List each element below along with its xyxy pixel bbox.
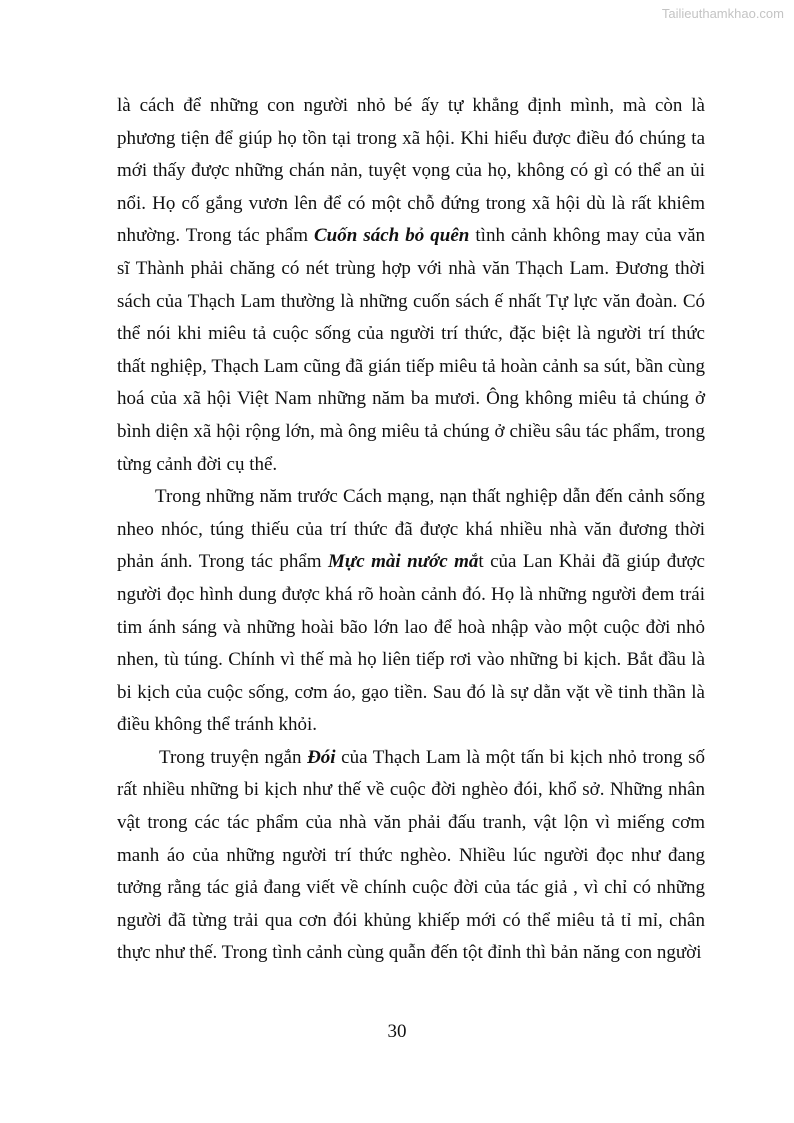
paragraph-3-text: Trong truyện ngắn — [159, 746, 308, 768]
paragraph-1-text-cont: tình cảnh không may của văn sĩ Thành phải chăng có nét trùng hợp với nhà văn Thạch Lam. Đương thời sách của Thạch Lam thường là những cuốn sách ế nhất Tự lực văn đoàn. Có thể nói khi miêu tả cuộc sống của người trí thức, đặc biệt là người trí thức thất nghiệp, Thạch Lam cũng đã gián tiếp miêu tả hoàn cảnh sa sút, bần cùng hoá của xã hội Việt Nam những năm ba mươi. Ông không miêu tả chúng ở bình diện xã hội rộng lớn, mà ông miêu tả chúng ở chiều sâu tác phẩm, trong từng cảnh đời cụ thể. — [117, 225, 705, 475]
paragraph-2-text-cont: t của Lan Khải đã giúp được người đọc hình dung được khá rõ hoàn cảnh đó. Họ là những người đem trái tim ánh sáng và những hoài bão lớn lao để hoà nhập vào một cuộc đời nhỏ nhen, tù túng. Chính vì thế mà họ liên tiếp rơi vào những bi kịch. Bắt đầu là bi kịch của cuộc sống, cơm áo, gạo tiền. Sau đó là sự dằn vặt về tinh thần là điều không thể tránh khỏi. — [117, 551, 705, 736]
page-number: 30 — [387, 1021, 407, 1042]
paragraph-3 — [117, 742, 705, 970]
paragraph-2 — [117, 481, 705, 742]
paragraph-2-text: Trong những năm trước Cách mạng, nạn thất nghiệp dẫn đến cảnh sống nheo nhóc, túng thiếu của trí thức đã được khá nhiều nhà văn đương thời phản ánh. Trong tác phẩm — [117, 486, 705, 573]
work-title-cuon-sach-bo-quen: Cuốn sách bỏ quên — [314, 225, 470, 247]
work-title-muc-mai-nuoc-mat: Mực mài nước mắ — [327, 551, 479, 573]
work-title-doi: Đói — [307, 746, 336, 768]
paragraph-1-text: là cách để những con người nhỏ bé ấy tự khẳng định mình, mà còn là phương tiện để giúp họ tồn tại trong xã hội. Khi hiểu được điều đó chúng ta mới thấy được những chán nản, tuyệt vọng của họ, không có gì có thể an ủi nổi. Họ cố gắng vươn lên để có một chỗ đứng trong xã hội dù là rất khiêm nhường. Trong tác phẩm — [117, 95, 705, 247]
paragraph-3-text-cont: của Thạch Lam là một tấn bi kịch nhỏ trong số rất nhiều những bi kịch như thế về cuộc đời nghèo đói, khổ sở. Những nhân vật trong các tác phẩm của nhà văn phải đấu tranh, vật lộn vì miếng cơm manh áo của những người trí thức nghèo. Nhiều lúc người đọc như đang tưởng rằng tác giả đang viết về chính cuộc đời của tác giả , vì chỉ có những người đã từng trải qua cơn đói khủng khiếp mới có thể miêu tả tỉ mỉ, chân thực như thế. Trong tình cảnh cùng quẫn đến tột đỉnh thì bản năng con người — [117, 746, 705, 964]
watermark: Tailieuthamkhao.com — [661, 6, 784, 21]
paragraph-1 — [117, 90, 705, 481]
document-body — [117, 90, 705, 970]
